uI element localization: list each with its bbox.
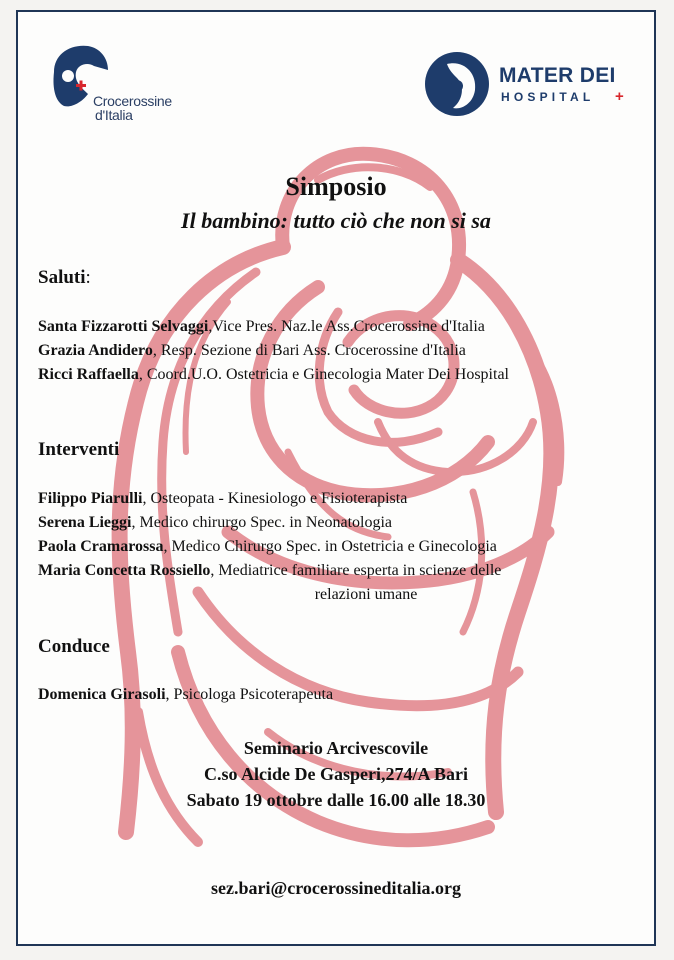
- conduce-name: Domenica Girasoli: [38, 686, 166, 703]
- venue-name: Seminario Arcivescovile: [243, 738, 429, 758]
- contact-email[interactable]: sez.bari@crocerossineditalia.org: [210, 878, 462, 898]
- saluti-heading-colon: :: [85, 267, 91, 288]
- mater-dei-cross-icon: +: [615, 88, 624, 105]
- interventi-item: [38, 562, 501, 580]
- interventi-name: Filippo Piarulli: [38, 490, 143, 507]
- saluti-role: , Resp. Sezione di Bari Ass. Crocerossine d'Italia: [152, 342, 466, 359]
- conduce-item: [38, 686, 333, 704]
- interventi-name: Serena Lieggi: [38, 514, 132, 531]
- interventi-item: [38, 514, 392, 532]
- mater-dei-hospital-label: HOSPITAL: [501, 90, 595, 104]
- saluti-heading-text: Saluti: [38, 267, 86, 288]
- saluti-name: Ricci Raffaella: [38, 366, 139, 383]
- interventi-item: [38, 490, 407, 508]
- page-subtitle: Il bambino: tutto ciò che non si sa: [181, 208, 491, 233]
- saluti-name: Grazia Andidero: [38, 342, 153, 359]
- mater-dei-name: MATER DEI: [499, 64, 616, 87]
- page-title: Simposio: [285, 172, 387, 201]
- crocerossine-name-line2: d'Italia: [95, 107, 133, 123]
- saluti-item: [38, 366, 509, 384]
- interventi-item: [38, 538, 497, 556]
- venue-datetime: Sabato 19 ottobre dalle 16.00 alle 18.30: [186, 790, 486, 810]
- interventi-role: , Medico Chirurgo Spec. in Ostetricia e Ginecologia: [163, 538, 497, 555]
- saluti-role: ,Vice Pres. Naz.le Ass.Crocerossine d'Italia: [208, 318, 485, 335]
- poster: [16, 10, 656, 946]
- interventi-name: Maria Concetta Rossiello: [38, 562, 211, 579]
- saluti-role: , Coord.U.O. Ostetricia e Ginecologia Mater Dei Hospital: [138, 366, 509, 383]
- poster-content: [18, 12, 654, 944]
- crocerossine-name-line1: Crocerossine: [93, 93, 172, 109]
- interventi-role: , Medico chirurgo Spec. in Neonatologia: [131, 514, 393, 531]
- saluti-item: [38, 342, 466, 360]
- interventi-name: Paola Cramarossa: [38, 538, 164, 555]
- interventi-role-continuation: relazioni umane: [314, 586, 418, 603]
- venue-address: C.so Alcide De Gasperi,274/A Bari: [204, 764, 468, 784]
- saluti-item: [38, 318, 485, 336]
- conduce-heading: Conduce: [38, 636, 110, 657]
- saluti-name: Santa Fizzarotti Selvaggi: [38, 318, 209, 335]
- interventi-heading: Interventi: [38, 439, 120, 460]
- interventi-role: , Osteopata - Kinesiologo e Fisioterapista: [142, 490, 408, 507]
- interventi-role: , Mediatrice familiare esperta in scienze delle: [210, 562, 502, 579]
- saluti-heading: [38, 267, 91, 289]
- conduce-role: , Psicologa Psicoterapeuta: [165, 686, 334, 703]
